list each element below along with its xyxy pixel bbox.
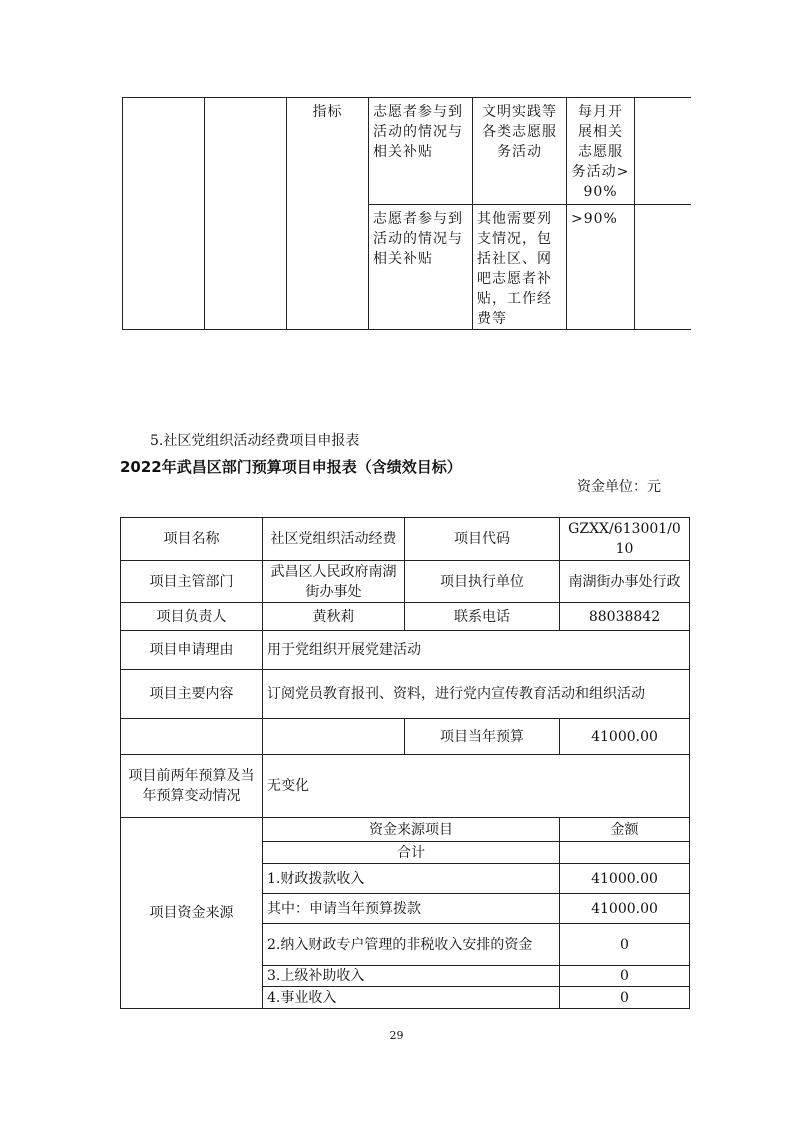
empty-cell (205, 98, 287, 330)
funding-amount: 41000.00 (560, 894, 690, 924)
reason-value: 用于党组织开展党建活动 (263, 631, 690, 670)
funding-amount (560, 842, 690, 864)
owner-value: 黄秋莉 (263, 603, 405, 631)
reason-label: 项目申请理由 (121, 631, 263, 670)
table-row (121, 631, 690, 670)
funding-source-header: 资金来源项目 (263, 818, 560, 842)
budget-form-table (120, 517, 690, 1009)
exec-value: 南湖街办事处行政 (560, 561, 690, 603)
funding-amount: 0 (560, 924, 690, 966)
table-row (121, 818, 690, 842)
funding-source: 其中：申请当年预算拨款 (263, 894, 560, 924)
table-row (123, 98, 691, 205)
section-heading: 5.社区党组织活动经费项目申报表 (150, 433, 360, 449)
dept-value: 武昌区人民政府南湖街办事处 (263, 561, 405, 603)
empty-cell (263, 719, 405, 755)
table-row (121, 719, 690, 755)
budget-label: 项目当年预算 (405, 719, 560, 755)
exec-label: 项目执行单位 (405, 561, 560, 603)
change-value: 无变化 (263, 755, 690, 818)
name-value: 社区党组织活动经费 (263, 518, 405, 561)
change-label: 项目前两年预算及当年预算变动情况 (121, 755, 263, 818)
funding-source: 2.纳入财政专户管理的非税收入安排的资金 (263, 924, 560, 966)
content-cell: 文明实践等各类志愿服务活动 (473, 98, 567, 205)
indicator-cell: 志愿者参与到活动的情况与相关补贴 (369, 205, 473, 330)
funding-amount: 0 (560, 987, 690, 1009)
phone-value: 88038842 (560, 603, 690, 631)
target-cell: 每月开展相关志愿服务活动>90% (567, 98, 635, 205)
code-value: GZXX/613001/010 (560, 518, 690, 561)
indicator-header-cell: 指标 (287, 98, 369, 330)
table-row (121, 561, 690, 603)
funding-source: 合计 (263, 842, 560, 864)
funding-source: 4.事业收入 (263, 987, 560, 1009)
content-label: 项目主要内容 (121, 670, 263, 719)
funding-label: 项目资金来源 (121, 818, 263, 1009)
owner-label: 项目负责人 (121, 603, 263, 631)
name-label: 项目名称 (121, 518, 263, 561)
funding-amount: 0 (560, 966, 690, 987)
unit-label: 资金单位：元 (577, 479, 661, 495)
target-cell: >90% (567, 205, 635, 330)
funding-amount: 41000.00 (560, 864, 690, 894)
funding-source: 1.财政拨款收入 (263, 864, 560, 894)
budget-value: 41000.00 (560, 719, 690, 755)
table-row (121, 670, 690, 719)
empty-cell (121, 719, 263, 755)
content-cell: 其他需要列支情况，包括社区、网吧志愿者补贴，工作经费等 (473, 205, 567, 330)
funding-amount-header: 金额 (560, 818, 690, 842)
table-row (121, 755, 690, 818)
form-title: 2022年武昌区部门预算项目申报表（含绩效目标） (120, 458, 462, 476)
indicator-table (122, 97, 691, 330)
empty-cell (635, 98, 691, 205)
empty-cell (635, 205, 691, 330)
code-label: 项目代码 (405, 518, 560, 561)
table-row (121, 518, 690, 561)
empty-cell (123, 98, 205, 330)
page-number: 29 (389, 1029, 404, 1042)
table-row (121, 603, 690, 631)
phone-label: 联系电话 (405, 603, 560, 631)
dept-label: 项目主管部门 (121, 561, 263, 603)
indicator-cell: 志愿者参与到活动的情况与相关补贴 (369, 98, 473, 205)
funding-source: 3.上级补助收入 (263, 966, 560, 987)
content-value: 订阅党员教育报刊、资料，进行党内宣传教育活动和组织活动 (263, 670, 690, 719)
